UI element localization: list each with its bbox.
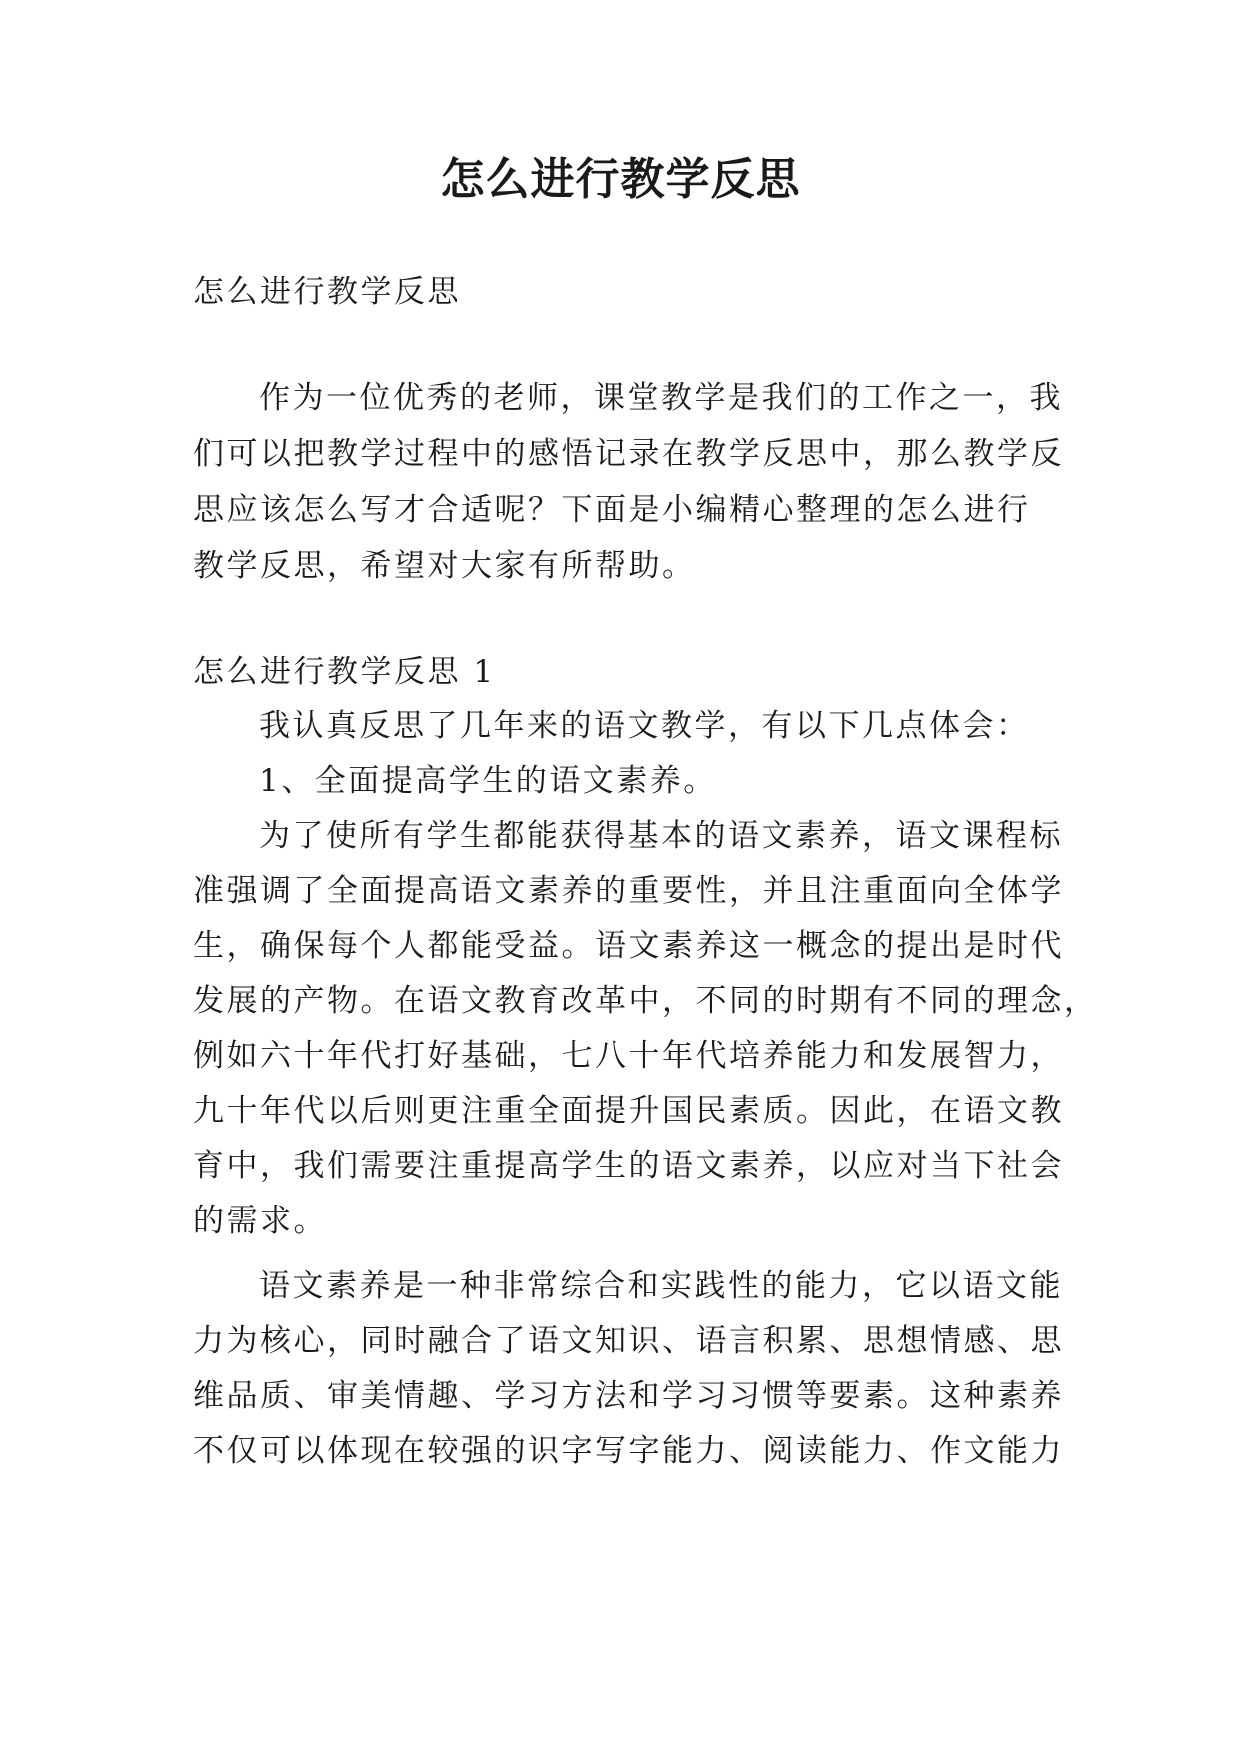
paragraph-line: 生，确保每个人都能受益。语文素养这一概念的提出是时代 bbox=[193, 928, 1064, 964]
paragraph-line: 不仅可以体现在较强的识字写字能力、阅读能力、作文能力 bbox=[193, 1433, 1064, 1469]
paragraph-line: 准强调了全面提高语文素养的重要性，并且注重面向全体学 bbox=[193, 873, 1064, 909]
subtitle: 怎么进行教学反思 bbox=[193, 274, 461, 310]
paragraph-line: 力为核心，同时融合了语文知识、语言积累、思想情感、思 bbox=[193, 1323, 1064, 1359]
paragraph-line: 语文素养是一种非常综合和实践性的能力，它以语文能 bbox=[259, 1268, 1063, 1304]
paragraph-line: 的需求。 bbox=[193, 1203, 327, 1239]
paragraph-line: 育中，我们需要注重提高学生的语文素养，以应对当下社会 bbox=[193, 1148, 1064, 1184]
section-heading: 怎么进行教学反思 1 bbox=[193, 654, 496, 690]
paragraph-line: 例如六十年代打好基础，七八十年代培养能力和发展智力， bbox=[193, 1038, 1064, 1074]
intro-line: 教学反思，希望对大家有所帮助。 bbox=[193, 548, 696, 584]
paragraph-line: 发展的产物。在语文教育改革中，不同的时期有不同的理念， bbox=[193, 983, 1098, 1019]
intro-line: 思应该怎么写才合适呢？下面是小编精心整理的怎么进行 bbox=[193, 492, 1031, 528]
intro-line: 作为一位优秀的老师，课堂教学是我们的工作之一，我 bbox=[259, 380, 1063, 416]
paragraph-line: 维品质、审美情趣、学习方法和学习习惯等要素。这种素养 bbox=[193, 1378, 1064, 1414]
point-heading: 1、全面提高学生的语文素养。 bbox=[259, 763, 717, 799]
section-lead: 我认真反思了几年来的语文教学，有以下几点体会： bbox=[259, 708, 1030, 744]
intro-line: 们可以把教学过程中的感悟记录在教学反思中，那么教学反 bbox=[193, 436, 1064, 472]
document-title: 怎么进行教学反思 bbox=[440, 154, 801, 205]
paragraph-line: 为了使所有学生都能获得基本的语文素养，语文课程标 bbox=[259, 818, 1063, 854]
paragraph-line: 九十年代以后则更注重全面提升国民素质。因此，在语文教 bbox=[193, 1093, 1064, 1129]
